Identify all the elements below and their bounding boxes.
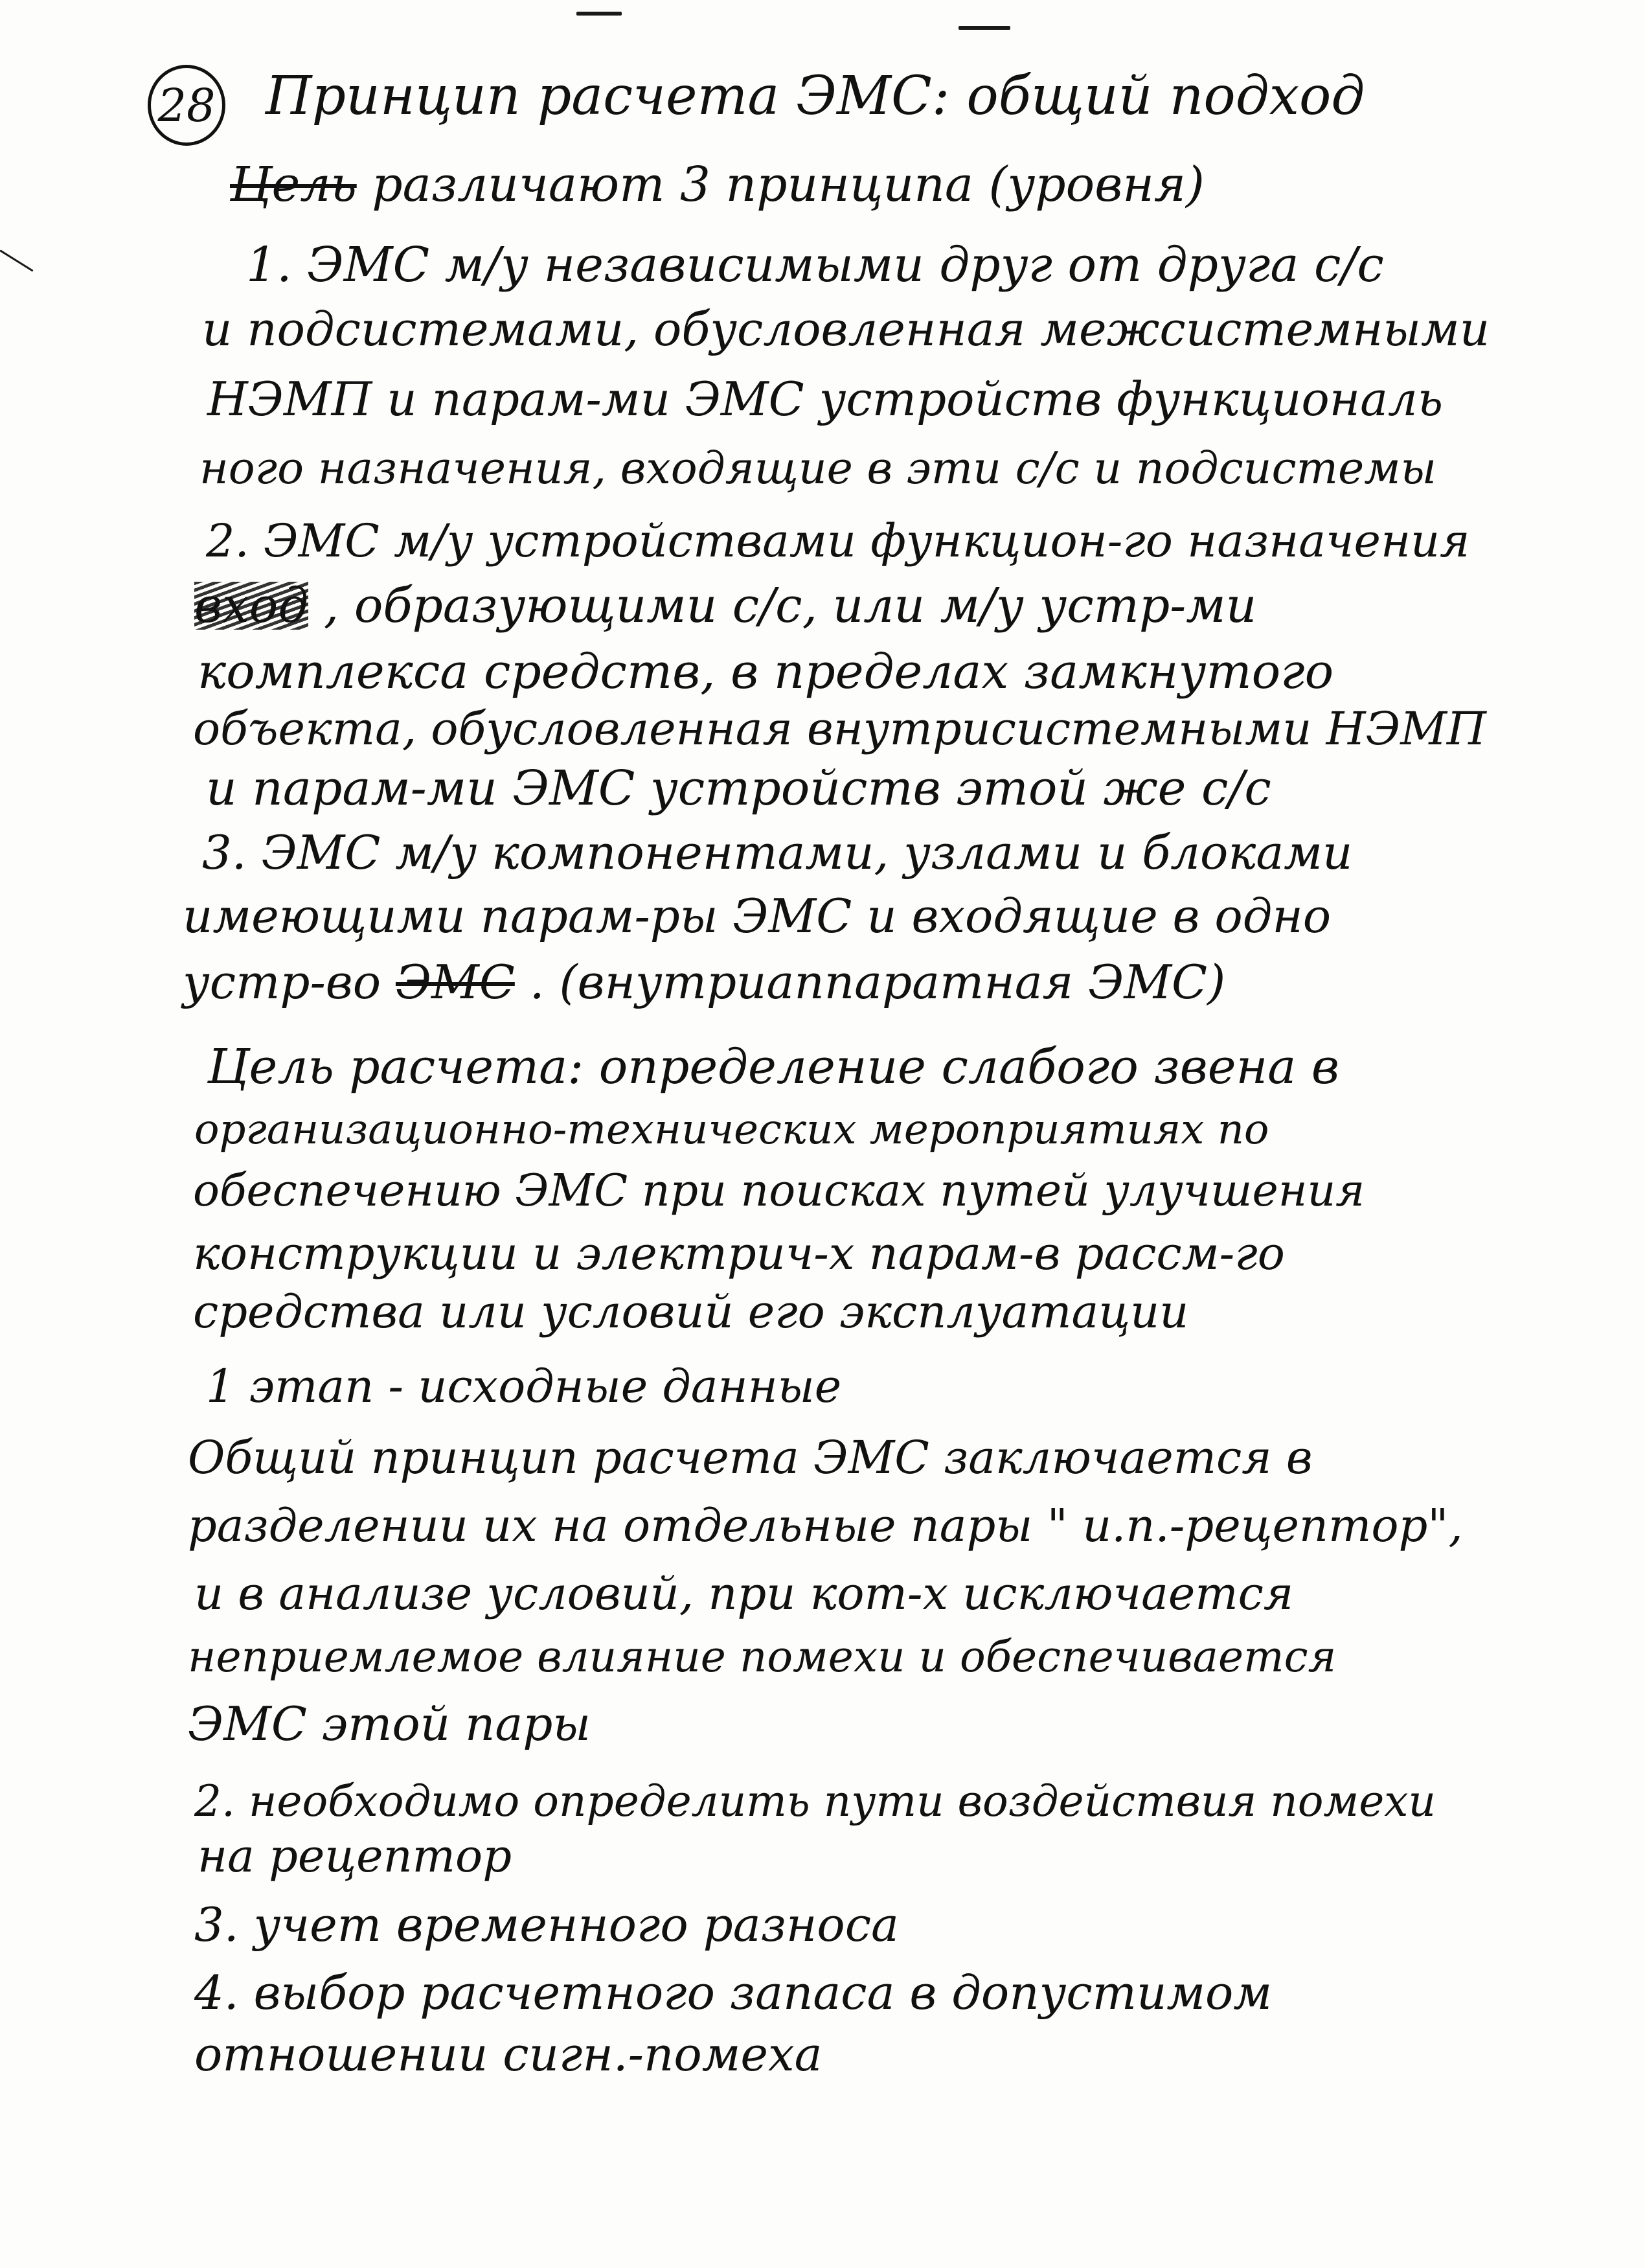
principle-line-5: ЭМС этой пары — [188, 1697, 591, 1751]
goal-line-3: обеспечению ЭМС при поисках путей улучшения — [193, 1165, 1365, 1217]
struck-word: Цель — [230, 157, 357, 212]
level-2-line-2-text: , образующими с/с, или м/у устр-ми — [323, 578, 1257, 634]
level-3-line-2: имеющими парам-ры ЭМС и входящие в одно — [183, 889, 1332, 943]
level-3-line-1: 3. ЭМС м/у компонентами, узлами и блоками — [202, 825, 1353, 880]
scan-mark — [959, 26, 1010, 30]
principle-line-4: неприемлемое влияние помехи и обеспечивается — [188, 1632, 1337, 1682]
level-1-line-4: ного назначения, входящие в эти с/с и подсистемы — [199, 443, 1437, 494]
level-3-line-3-start: устр-во — [183, 955, 381, 1009]
principle-line-1: Общий принцип расчета ЭМС заключается в — [188, 1431, 1313, 1484]
scan-mark — [576, 12, 622, 16]
step-2-line-2: на рецептор — [198, 1829, 512, 1883]
goal-line-1: Цель расчета: определение слабого звена в — [207, 1039, 1339, 1095]
level-2-line-1: 2. ЭМС м/у устройствами функцион-го назначения — [206, 514, 1470, 567]
goal-line-2: организационно-технических мероприятиях по — [194, 1106, 1269, 1154]
step-3-line: 3. учет временного разноса — [194, 1897, 899, 1952]
scribbled-word: вход — [194, 578, 309, 634]
step-2-line-1: 2. необходимо определить пути воздействия помехи — [194, 1776, 1436, 1826]
level-1-line-3: НЭМП и парам-ми ЭМС устройств функциональ — [207, 372, 1444, 426]
step-4-line-1: 4. выбор расчетного запаса в допустимом — [194, 1965, 1273, 2020]
stage-1-line: 1 этап - исходные данные — [206, 1360, 842, 1413]
intro-line — [230, 157, 1205, 212]
goal-line-5: средства или условий его эксплуатации — [193, 1285, 1189, 1338]
step-4-line-2: отношении сигн.-помеха — [194, 2027, 822, 2081]
goal-line-4: конструкции и электрич-х парам-в рассм-го — [193, 1227, 1285, 1280]
intro-text: различают 3 принципа (уровня) — [372, 157, 1205, 212]
level-2-line-2 — [194, 578, 1257, 634]
level-3-line-3 — [183, 955, 1226, 1009]
principle-line-2: разделении их на отдельные пары " и.п.-рецептор", — [188, 1499, 1463, 1552]
scan-mark — [0, 249, 34, 271]
circled-ticket-number: 28 — [148, 65, 225, 146]
struck-word: ЭМС — [395, 955, 515, 1009]
level-1-line-2: и подсистемами, обусловленная межсистемными — [202, 302, 1490, 356]
title-line: Принцип расчета ЭМС: общий подход — [266, 65, 1365, 127]
level-1-line-1: 1. ЭМС м/у независимыми друг от друга с/с — [246, 237, 1384, 293]
level-2-line-5: и парам-ми ЭМС устройств этой же с/с — [206, 761, 1271, 816]
level-2-line-3: комплекса средств, в пределах замкнутого — [198, 644, 1334, 700]
level-2-line-4: объекта, обусловленная внутрисистемными НЭМП — [193, 702, 1486, 755]
level-3-line-3-end: . (внутриаппаратная ЭМС) — [529, 955, 1226, 1009]
principle-line-3: и в анализе условий, при кот-х исключается — [194, 1567, 1294, 1620]
